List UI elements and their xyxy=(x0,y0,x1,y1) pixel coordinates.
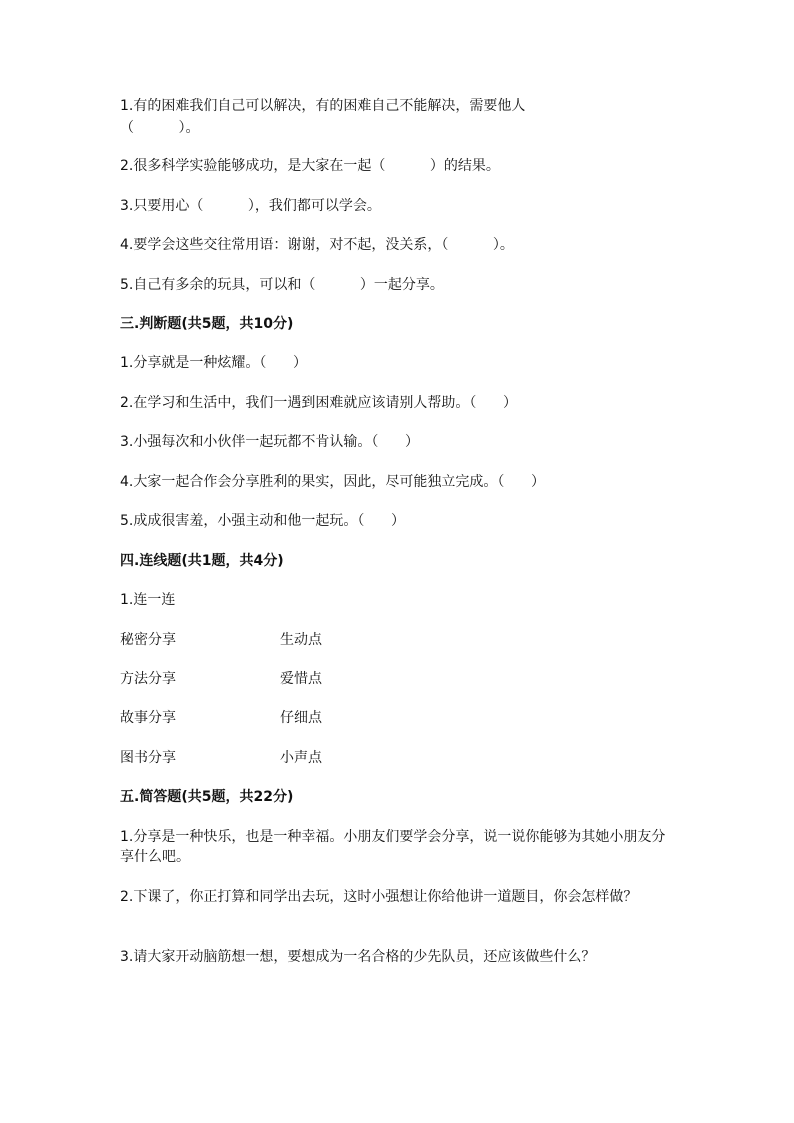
match-left-1: 秘密分享 xyxy=(120,632,176,648)
judge-item-2: 2.在学习和生活中，我们一遇到困难就应该请别人帮助。（ ） xyxy=(120,395,518,411)
match-left-4: 图书分享 xyxy=(120,750,176,766)
fill-blank-item-1-line2: （ ）。 xyxy=(120,120,200,136)
match-right-4: 小声点 xyxy=(280,750,322,766)
match-left-3: 故事分享 xyxy=(120,710,176,726)
short-answer-item-2: 2.下课了，你正打算和同学出去玩，这时小强想让你给他讲一道题目，你会怎样做？ xyxy=(120,889,638,905)
judge-item-1: 1.分享就是一种炫耀。（ ） xyxy=(120,355,308,371)
short-answer-item-1: 1.分享是一种快乐，也是一种幸福。小朋友们要学会分享，说一说你能够为其她小朋友分享什么吧。 xyxy=(120,829,666,865)
match-left-2: 方法分享 xyxy=(120,671,176,687)
match-right-2: 爱惜点 xyxy=(280,671,322,687)
fill-blank-item-2: 2.很多科学实验能够成功，是大家在一起（ ）的结果。 xyxy=(120,158,500,174)
judge-item-4: 4.大家一起合作会分享胜利的果实，因此，尽可能独立完成。（ ） xyxy=(120,474,546,490)
fill-blank-item-3: 3.只要用心（ ），我们都可以学会。 xyxy=(120,198,381,214)
match-question: 1.连一连 xyxy=(120,592,176,608)
fill-blank-item-5: 5.自己有多余的玩具，可以和（ ）一起分享。 xyxy=(120,277,444,293)
judge-item-3: 3.小强每次和小伙伴一起玩都不肯认输。（ ） xyxy=(120,434,420,450)
short-answer-item-3: 3.请大家开动脑筋想一想，要想成为一名合格的少先队员，还应该做些什么？ xyxy=(120,949,596,965)
fill-blank-item-4: 4.要学会这些交往常用语：谢谢，对不起，没关系，（ ）。 xyxy=(120,237,514,253)
match-right-1: 生动点 xyxy=(280,632,322,648)
section4-title: 四.连线题(共1题，共4分) xyxy=(120,553,284,569)
judge-item-5: 5.成成很害羞，小强主动和他一起玩。（ ） xyxy=(120,513,406,529)
section5-title: 五.简答题(共5题，共22分) xyxy=(120,789,294,805)
section3-title: 三.判断题(共5题，共10分) xyxy=(120,316,294,332)
match-right-3: 仔细点 xyxy=(280,710,322,726)
fill-blank-item-1-line1: 1.有的困难我们自己可以解决，有的困难自己不能解决，需要他人 xyxy=(120,98,526,114)
